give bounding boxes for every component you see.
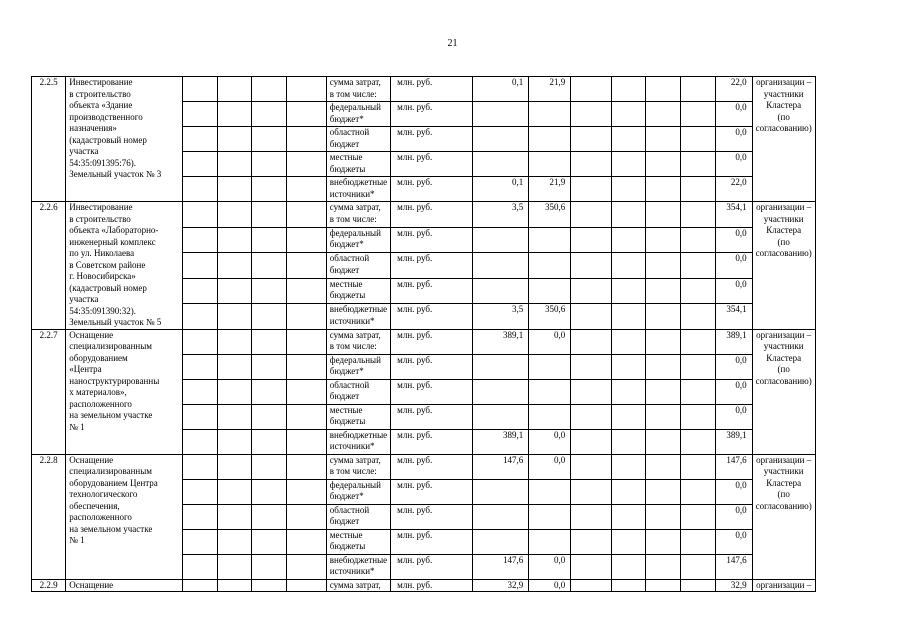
empty-cell bbox=[571, 554, 611, 579]
empty-cell bbox=[287, 77, 326, 102]
total-cell: 389,1 bbox=[716, 329, 752, 354]
empty-cell bbox=[287, 354, 326, 379]
responsible-org: организации – bbox=[752, 579, 815, 592]
empty-cell bbox=[681, 454, 716, 479]
empty-cell bbox=[611, 152, 646, 177]
empty-cell bbox=[182, 504, 217, 529]
unit-cell: млн. руб. bbox=[391, 479, 473, 504]
funding-source: областной бюджет bbox=[326, 127, 390, 152]
empty-cell bbox=[252, 278, 287, 304]
empty-cell bbox=[571, 404, 611, 429]
empty-cell bbox=[252, 379, 287, 404]
empty-cell bbox=[182, 304, 217, 330]
funding-source: сумма затрат, в том числе: bbox=[326, 329, 390, 354]
unit-cell: млн. руб. bbox=[391, 529, 473, 554]
value-cell bbox=[473, 102, 529, 127]
empty-cell bbox=[681, 77, 716, 102]
empty-cell bbox=[681, 554, 716, 579]
total-cell: 0,0 bbox=[716, 152, 752, 177]
empty-cell bbox=[646, 278, 681, 304]
value-cell: 0,0 bbox=[529, 429, 571, 454]
empty-cell bbox=[182, 479, 217, 504]
value-cell: 389,1 bbox=[473, 429, 529, 454]
empty-cell bbox=[287, 329, 326, 354]
empty-cell bbox=[646, 454, 681, 479]
empty-cell bbox=[646, 529, 681, 554]
empty-cell bbox=[182, 77, 217, 102]
empty-cell bbox=[646, 253, 681, 279]
value-cell: 0,0 bbox=[529, 454, 571, 479]
funding-source: федеральный бюджет* bbox=[326, 479, 390, 504]
empty-cell bbox=[217, 529, 252, 554]
empty-cell bbox=[287, 102, 326, 127]
unit-cell: млн. руб. bbox=[391, 202, 473, 228]
empty-cell bbox=[681, 177, 716, 202]
table-row bbox=[32, 77, 905, 102]
empty-cell bbox=[611, 177, 646, 202]
unit-cell: млн. руб. bbox=[391, 404, 473, 429]
unit-cell: млн. руб. bbox=[391, 354, 473, 379]
empty-cell bbox=[252, 354, 287, 379]
empty-cell bbox=[182, 429, 217, 454]
empty-cell bbox=[681, 127, 716, 152]
empty-cell bbox=[182, 127, 217, 152]
value-cell bbox=[473, 529, 529, 554]
empty-cell bbox=[252, 152, 287, 177]
empty-cell bbox=[681, 429, 716, 454]
empty-cell bbox=[681, 379, 716, 404]
total-cell: 0,0 bbox=[716, 278, 752, 304]
empty-cell bbox=[287, 278, 326, 304]
empty-cell bbox=[217, 304, 252, 330]
empty-cell bbox=[611, 329, 646, 354]
empty-cell bbox=[252, 579, 287, 592]
empty-cell bbox=[611, 202, 646, 228]
empty-cell bbox=[252, 554, 287, 579]
unit-cell: млн. руб. bbox=[391, 127, 473, 152]
empty-cell bbox=[681, 202, 716, 228]
funding-source: областной бюджет bbox=[326, 504, 390, 529]
value-cell: 3,5 bbox=[473, 304, 529, 330]
empty-cell bbox=[182, 152, 217, 177]
value-cell bbox=[473, 278, 529, 304]
empty-cell bbox=[217, 227, 252, 253]
empty-cell bbox=[217, 152, 252, 177]
empty-cell bbox=[217, 278, 252, 304]
empty-cell bbox=[571, 479, 611, 504]
empty-cell bbox=[252, 529, 287, 554]
total-cell: 354,1 bbox=[716, 202, 752, 228]
item-number: 2.2.6 bbox=[32, 202, 66, 330]
empty-cell bbox=[287, 304, 326, 330]
item-number: 2.2.9 bbox=[32, 579, 66, 592]
empty-cell bbox=[611, 354, 646, 379]
funding-source: местные бюджеты bbox=[326, 152, 390, 177]
value-cell bbox=[529, 278, 571, 304]
item-number: 2.2.8 bbox=[32, 454, 66, 579]
funding-source: внебюджетные источники* bbox=[326, 177, 390, 202]
empty-cell bbox=[217, 454, 252, 479]
empty-cell bbox=[252, 504, 287, 529]
total-cell: 22,0 bbox=[716, 177, 752, 202]
empty-cell bbox=[646, 127, 681, 152]
empty-cell bbox=[681, 504, 716, 529]
empty-cell bbox=[681, 529, 716, 554]
empty-cell bbox=[681, 152, 716, 177]
empty-cell bbox=[611, 278, 646, 304]
empty-cell bbox=[611, 77, 646, 102]
funding-source: областной бюджет bbox=[326, 379, 390, 404]
empty-cell bbox=[571, 227, 611, 253]
value-cell: 32,9 bbox=[473, 579, 529, 592]
empty-cell bbox=[571, 379, 611, 404]
empty-cell bbox=[217, 579, 252, 592]
empty-cell bbox=[646, 579, 681, 592]
unit-cell: млн. руб. bbox=[391, 152, 473, 177]
empty-cell bbox=[182, 379, 217, 404]
empty-cell bbox=[681, 253, 716, 279]
empty-cell bbox=[611, 429, 646, 454]
empty-cell bbox=[681, 354, 716, 379]
responsible-org: организации – участники Кластера (по согласованию) bbox=[752, 454, 815, 579]
empty-cell bbox=[252, 479, 287, 504]
empty-cell bbox=[287, 504, 326, 529]
funding-source: внебюджетные источники* bbox=[326, 554, 390, 579]
empty-cell bbox=[646, 102, 681, 127]
empty-cell bbox=[182, 529, 217, 554]
value-cell: 350,6 bbox=[529, 304, 571, 330]
unit-cell: млн. руб. bbox=[391, 253, 473, 279]
empty-cell bbox=[252, 202, 287, 228]
empty-cell bbox=[611, 304, 646, 330]
empty-cell bbox=[611, 253, 646, 279]
empty-cell bbox=[646, 429, 681, 454]
empty-cell bbox=[611, 404, 646, 429]
value-cell bbox=[473, 479, 529, 504]
total-cell: 0,0 bbox=[716, 102, 752, 127]
empty-cell bbox=[571, 278, 611, 304]
item-name: Оснащение специализированным оборудованием Центра технологического обеспечения, расположенного на земельном участке № 1 bbox=[66, 454, 182, 579]
empty-cell bbox=[646, 404, 681, 429]
empty-cell bbox=[646, 554, 681, 579]
value-cell: 0,0 bbox=[529, 329, 571, 354]
total-cell: 32,9 bbox=[716, 579, 752, 592]
page-number: 21 bbox=[447, 38, 458, 49]
empty-cell bbox=[217, 429, 252, 454]
total-cell: 147,6 bbox=[716, 454, 752, 479]
item-name: Инвестирование в строительство объекта «Здание производственного назначения» (кадастровый номер участка 54:35:091395:76). Земельный участок № 3 bbox=[66, 77, 182, 202]
value-cell bbox=[473, 504, 529, 529]
value-cell bbox=[529, 227, 571, 253]
value-cell: 147,6 bbox=[473, 554, 529, 579]
empty-cell bbox=[646, 202, 681, 228]
value-cell bbox=[473, 404, 529, 429]
empty-cell bbox=[681, 278, 716, 304]
empty-cell bbox=[182, 253, 217, 279]
unit-cell: млн. руб. bbox=[391, 227, 473, 253]
total-cell: 0,0 bbox=[716, 127, 752, 152]
unit-cell: млн. руб. bbox=[391, 429, 473, 454]
total-cell: 0,0 bbox=[716, 227, 752, 253]
empty-cell bbox=[287, 529, 326, 554]
empty-cell bbox=[646, 379, 681, 404]
empty-cell bbox=[252, 77, 287, 102]
item-number: 2.2.5 bbox=[32, 77, 66, 202]
value-cell bbox=[473, 253, 529, 279]
value-cell bbox=[529, 152, 571, 177]
empty-cell bbox=[252, 329, 287, 354]
empty-cell bbox=[217, 554, 252, 579]
empty-cell bbox=[571, 102, 611, 127]
unit-cell: млн. руб. bbox=[391, 579, 473, 592]
empty-cell bbox=[182, 579, 217, 592]
funding-source: местные бюджеты bbox=[326, 529, 390, 554]
empty-cell bbox=[611, 227, 646, 253]
unit-cell: млн. руб. bbox=[391, 454, 473, 479]
value-cell: 0,1 bbox=[473, 177, 529, 202]
value-cell bbox=[473, 354, 529, 379]
empty-cell bbox=[217, 504, 252, 529]
value-cell bbox=[473, 127, 529, 152]
empty-cell bbox=[252, 102, 287, 127]
empty-cell bbox=[287, 177, 326, 202]
total-cell: 147,6 bbox=[716, 554, 752, 579]
empty-cell bbox=[287, 429, 326, 454]
empty-cell bbox=[217, 354, 252, 379]
empty-cell bbox=[287, 379, 326, 404]
table-row bbox=[32, 329, 905, 354]
empty-cell bbox=[287, 152, 326, 177]
empty-cell bbox=[681, 404, 716, 429]
value-cell: 389,1 bbox=[473, 329, 529, 354]
value-cell bbox=[529, 253, 571, 279]
table-row bbox=[32, 202, 905, 228]
value-cell: 350,6 bbox=[529, 202, 571, 228]
unit-cell: млн. руб. bbox=[391, 102, 473, 127]
total-cell: 0,0 bbox=[716, 354, 752, 379]
value-cell: 0,1 bbox=[473, 77, 529, 102]
empty-cell bbox=[182, 202, 217, 228]
empty-cell bbox=[252, 127, 287, 152]
funding-source: внебюджетные источники* bbox=[326, 304, 390, 330]
empty-cell bbox=[571, 304, 611, 330]
empty-cell bbox=[611, 379, 646, 404]
table-row bbox=[32, 579, 905, 592]
empty-cell bbox=[287, 227, 326, 253]
empty-cell bbox=[646, 329, 681, 354]
value-cell bbox=[473, 379, 529, 404]
empty-cell bbox=[182, 354, 217, 379]
responsible-org: организации – участники Кластера (по согласованию) bbox=[752, 202, 815, 330]
funding-source: внебюджетные источники* bbox=[326, 429, 390, 454]
empty-cell bbox=[571, 354, 611, 379]
empty-cell bbox=[646, 354, 681, 379]
value-cell: 0,0 bbox=[529, 554, 571, 579]
total-cell: 0,0 bbox=[716, 253, 752, 279]
value-cell bbox=[529, 127, 571, 152]
value-cell bbox=[529, 504, 571, 529]
empty-cell bbox=[252, 429, 287, 454]
empty-cell bbox=[571, 504, 611, 529]
empty-cell bbox=[611, 102, 646, 127]
empty-cell bbox=[571, 202, 611, 228]
empty-cell bbox=[287, 479, 326, 504]
empty-cell bbox=[646, 504, 681, 529]
empty-cell bbox=[217, 329, 252, 354]
funding-source: сумма затрат, в том числе: bbox=[326, 77, 390, 102]
funding-source: местные бюджеты bbox=[326, 404, 390, 429]
empty-cell bbox=[182, 102, 217, 127]
empty-cell bbox=[681, 579, 716, 592]
funding-source: областной бюджет bbox=[326, 253, 390, 279]
empty-cell bbox=[611, 504, 646, 529]
empty-cell bbox=[646, 304, 681, 330]
empty-cell bbox=[571, 454, 611, 479]
funding-source: сумма затрат, в том числе: bbox=[326, 202, 390, 228]
empty-cell bbox=[252, 253, 287, 279]
empty-cell bbox=[252, 177, 287, 202]
empty-cell bbox=[571, 127, 611, 152]
item-name: Оснащение специализированным оборудованием «Центра наноструктурированны х материалов», расположенного на земельном участке № 1 bbox=[66, 329, 182, 454]
responsible-org: организации – участники Кластера (по согласованию) bbox=[752, 77, 815, 202]
value-cell bbox=[529, 479, 571, 504]
empty-cell bbox=[646, 152, 681, 177]
empty-cell bbox=[571, 529, 611, 554]
empty-cell bbox=[571, 429, 611, 454]
empty-cell bbox=[182, 329, 217, 354]
empty-cell bbox=[217, 202, 252, 228]
empty-cell bbox=[252, 227, 287, 253]
empty-cell bbox=[571, 579, 611, 592]
empty-cell bbox=[287, 127, 326, 152]
empty-cell bbox=[681, 102, 716, 127]
value-cell: 147,6 bbox=[473, 454, 529, 479]
value-cell bbox=[529, 404, 571, 429]
empty-cell bbox=[611, 579, 646, 592]
empty-cell bbox=[287, 554, 326, 579]
empty-cell bbox=[646, 479, 681, 504]
empty-cell bbox=[287, 454, 326, 479]
empty-cell bbox=[217, 127, 252, 152]
item-number: 2.2.7 bbox=[32, 329, 66, 454]
empty-cell bbox=[611, 127, 646, 152]
empty-cell bbox=[287, 404, 326, 429]
item-name: Оснащение bbox=[66, 579, 182, 592]
empty-cell bbox=[681, 227, 716, 253]
total-cell: 0,0 bbox=[716, 504, 752, 529]
unit-cell: млн. руб. bbox=[391, 278, 473, 304]
unit-cell: млн. руб. bbox=[391, 329, 473, 354]
value-cell bbox=[529, 379, 571, 404]
funding-table bbox=[31, 76, 905, 592]
empty-cell bbox=[287, 579, 326, 592]
empty-cell bbox=[252, 304, 287, 330]
empty-cell bbox=[217, 77, 252, 102]
empty-cell bbox=[646, 227, 681, 253]
total-cell: 389,1 bbox=[716, 429, 752, 454]
empty-cell bbox=[217, 479, 252, 504]
empty-cell bbox=[611, 479, 646, 504]
empty-cell bbox=[571, 253, 611, 279]
empty-cell bbox=[287, 202, 326, 228]
empty-cell bbox=[571, 152, 611, 177]
total-cell: 0,0 bbox=[716, 404, 752, 429]
value-cell: 0,0 bbox=[529, 579, 571, 592]
empty-cell bbox=[571, 177, 611, 202]
empty-cell bbox=[182, 177, 217, 202]
value-cell bbox=[473, 227, 529, 253]
funding-source: сумма затрат, bbox=[326, 579, 390, 592]
empty-cell bbox=[217, 253, 252, 279]
empty-cell bbox=[182, 554, 217, 579]
empty-cell bbox=[646, 177, 681, 202]
empty-cell bbox=[611, 554, 646, 579]
unit-cell: млн. руб. bbox=[391, 504, 473, 529]
empty-cell bbox=[287, 253, 326, 279]
total-cell: 0,0 bbox=[716, 479, 752, 504]
total-cell: 0,0 bbox=[716, 529, 752, 554]
empty-cell bbox=[182, 454, 217, 479]
unit-cell: млн. руб. bbox=[391, 177, 473, 202]
unit-cell: млн. руб. bbox=[391, 554, 473, 579]
empty-cell bbox=[252, 404, 287, 429]
total-cell: 22,0 bbox=[716, 77, 752, 102]
empty-cell bbox=[217, 102, 252, 127]
empty-cell bbox=[217, 379, 252, 404]
empty-cell bbox=[646, 77, 681, 102]
empty-cell bbox=[182, 278, 217, 304]
funding-source: федеральный бюджет* bbox=[326, 227, 390, 253]
value-cell: 21,9 bbox=[529, 177, 571, 202]
unit-cell: млн. руб. bbox=[391, 304, 473, 330]
table-row bbox=[32, 454, 905, 479]
value-cell bbox=[529, 529, 571, 554]
unit-cell: млн. руб. bbox=[391, 379, 473, 404]
unit-cell: млн. руб. bbox=[391, 77, 473, 102]
empty-cell bbox=[217, 404, 252, 429]
value-cell bbox=[473, 152, 529, 177]
empty-cell bbox=[182, 227, 217, 253]
funding-source: сумма затрат, в том числе: bbox=[326, 454, 390, 479]
empty-cell bbox=[611, 454, 646, 479]
empty-cell bbox=[681, 329, 716, 354]
empty-cell bbox=[681, 479, 716, 504]
value-cell bbox=[529, 354, 571, 379]
funding-source: федеральный бюджет* bbox=[326, 354, 390, 379]
empty-cell bbox=[217, 177, 252, 202]
value-cell bbox=[529, 102, 571, 127]
empty-cell bbox=[252, 454, 287, 479]
empty-cell bbox=[681, 304, 716, 330]
responsible-org: организации – участники Кластера (по согласованию) bbox=[752, 329, 815, 454]
funding-source: местные бюджеты bbox=[326, 278, 390, 304]
total-cell: 354,1 bbox=[716, 304, 752, 330]
value-cell: 3,5 bbox=[473, 202, 529, 228]
total-cell: 0,0 bbox=[716, 379, 752, 404]
empty-cell bbox=[571, 77, 611, 102]
empty-cell bbox=[571, 329, 611, 354]
item-name: Инвестирование в строительство объекта «Лабораторно- инженерный комплекс по ул. Николаева в Советском районе г. Новосибирска» (кадастровый номер участка 54:35:091390:32). Земельный участок № 5 bbox=[66, 202, 182, 330]
empty-cell bbox=[182, 404, 217, 429]
funding-source: федеральный бюджет* bbox=[326, 102, 390, 127]
value-cell: 21,9 bbox=[529, 77, 571, 102]
empty-cell bbox=[611, 529, 646, 554]
